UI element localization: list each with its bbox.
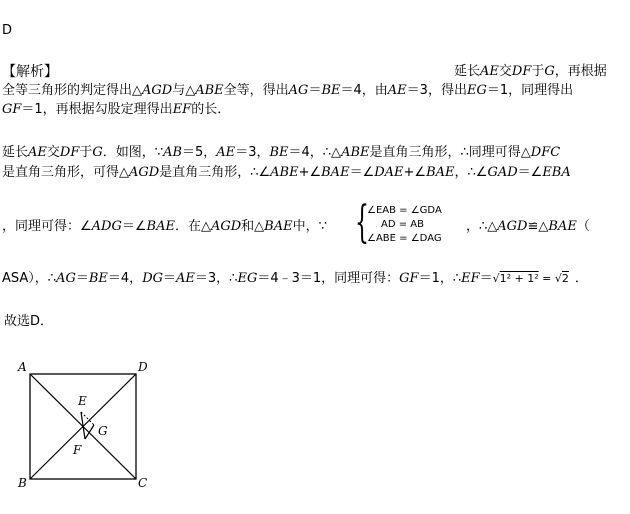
label-b: B <box>18 476 27 490</box>
congruence-system <box>355 197 461 248</box>
conclusion: 故选D． <box>4 314 54 329</box>
label-d: D <box>138 360 148 374</box>
label-a: A <box>18 360 27 374</box>
analysis-line-3: GF＝1，再根据勾股定理得出EF的长． <box>2 102 231 117</box>
label-c: C <box>138 476 148 490</box>
sqrt-result: √2 <box>554 272 569 285</box>
solution-line-2: 是直角三角形，可得△AGD是直角三角形，∴∠ABE+∠BAE＝∠DAE+∠BAE，∴∠GAD＝∠EBA <box>2 165 571 180</box>
geometry-figure <box>14 355 164 495</box>
label-e: E <box>78 394 87 408</box>
system-row-2: AD = AB <box>381 219 424 230</box>
solution-line-3-left: ，同理可得：∠ADG＝∠BAE．在△AGD和△BAE中，∵ <box>2 219 327 234</box>
system-row-3: ∠ABE = ∠DAG <box>367 233 442 244</box>
analysis-line-1: 延长AE交DF于G，再根据 <box>454 64 607 79</box>
solution-line-4: ASA），∴AG＝BE＝4，DG＝AE＝3，∴EG＝4﹣3＝1，同理可得：GF＝1，∴EF＝√1² + 1² = √2 ． <box>2 271 588 286</box>
analysis-header: 【解析】 <box>2 64 58 80</box>
label-g: G <box>98 424 108 438</box>
analysis-line-2: 全等三角形的判定得出△AGD与△ABE全等，得出AG＝BE＝4，由AE＝3，得出EG＝1，同理得出 <box>2 83 574 98</box>
system-row-1: ∠EAB = ∠GDA <box>367 205 442 216</box>
label-f: F <box>73 443 82 457</box>
solution-line-1: 延长AE交DF于G．如图，∵AB＝5，AE＝3，BE＝4，∴△ABE是直角三角形，∴同理可得△DFC <box>2 145 561 160</box>
answer-top: D <box>2 23 13 38</box>
solution-line-3-right: ，∴△AGD≌△BAE（ <box>466 219 590 234</box>
system-brace: { <box>355 197 369 248</box>
sqrt-expression: √1² + 1² <box>492 272 539 285</box>
